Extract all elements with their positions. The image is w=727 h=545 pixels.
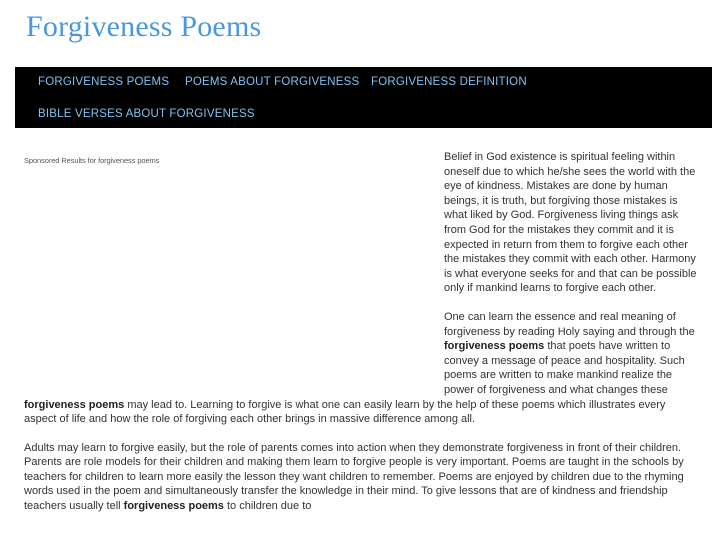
nav-item-poems-about-forgiveness[interactable]: POEMS ABOUT FORGIVENESS: [185, 76, 360, 88]
sponsored-results-block: [24, 150, 444, 384]
article-content: [24, 150, 698, 528]
keyword-highlight: forgiveness poems: [444, 340, 545, 353]
nav-item-forgiveness-poems[interactable]: FORGIVENESS POEMS: [38, 76, 170, 88]
article-paragraph-3: [24, 441, 698, 514]
paragraph-text: to children due to: [223, 500, 312, 513]
main-navigation: [15, 67, 712, 128]
paragraph-text: Adults may learn to forgive easily, but the role of parents comes into action when they demonstrate forgiveness in front of their children. Parents are role models for their children and making them learn to forgive people is very important. Poems are taught in the schools by teachers for children to learn more easily the lesson they want children to remember. Poems are enjoyed by children due to the rhyming words used in the poem and simultaneously transfer the knowledge in their mind. To give lessons that are of kindness and friendship teachers usually tell: [24, 441, 684, 513]
keyword-highlight: forgiveness poems: [123, 500, 224, 513]
sponsored-results-label: Sponsored Results for forgiveness poems: [24, 156, 160, 165]
paragraph-text: may lead to. Learning to forgive is what one can easily learn by the help of these poems which illustrates every aspect of life and how the role of forgiving each other brings in massive difference among all.: [24, 398, 666, 426]
keyword-highlight: forgiveness poems: [24, 398, 125, 411]
article-paragraph-1: Belief in God existence is spiritual feeling within oneself due to which he/she sees the world with the eye of kindness. Mistakes are done by human beings, it is truth, but forgiving those mistakes is what liked by God. Forgiveness living things ask from God for the mistakes they commit and it is expected in return from them to forgive each other the mistakes they commit with each other. Harmony is what everyone seeks for and that can be possible only if mankind learns to forgive each other.: [444, 151, 697, 295]
paragraph-text: that poets have written to convey a message of peace and hospitality. Such poems are written to make mankind realize the power of forgiveness and what changes these: [444, 340, 685, 396]
nav-item-bible-verses-about-forgiveness[interactable]: BIBLE VERSES ABOUT FORGIVENESS: [38, 108, 255, 120]
site-title[interactable]: Forgiveness Poems: [26, 10, 262, 43]
nav-item-forgiveness-definition[interactable]: FORGIVENESS DEFINITION: [371, 76, 527, 88]
paragraph-text: One can learn the essence and real meaning of forgiveness by reading Holy saying and through the: [444, 310, 695, 338]
